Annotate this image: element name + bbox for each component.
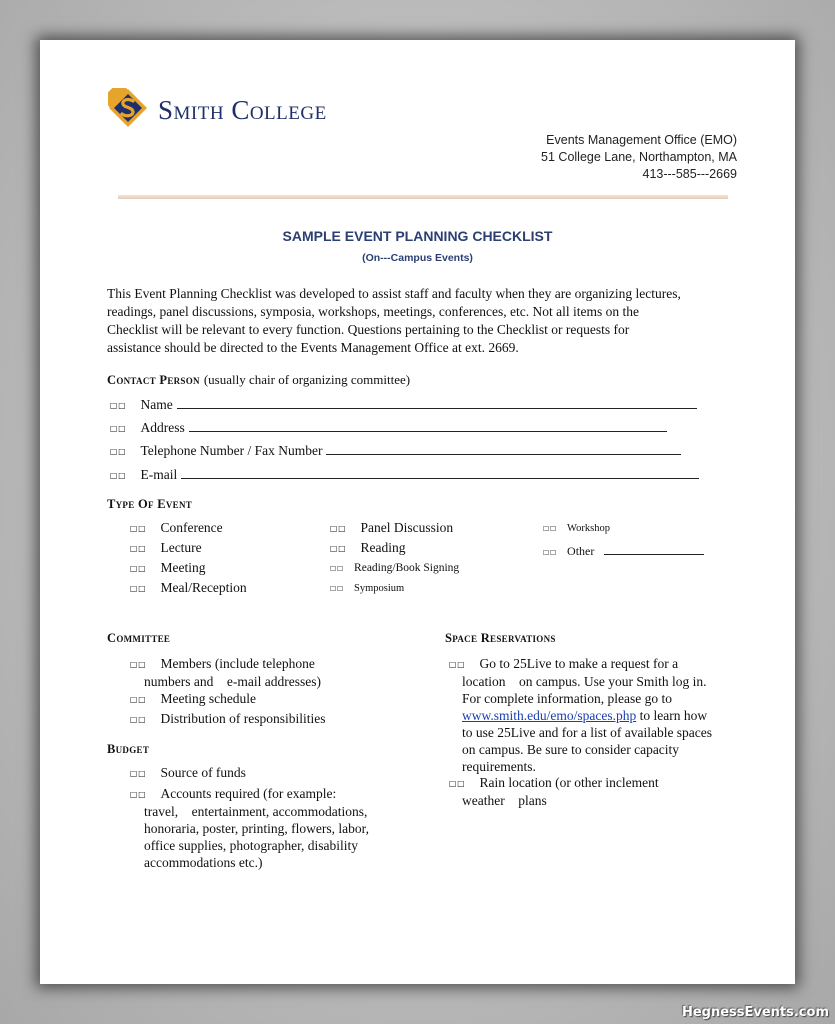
event-type-option[interactable]: [130, 540, 202, 556]
office-address: 51 College Lane, Northampton, MA: [541, 150, 737, 164]
event-type-heading: Type Of Event: [107, 497, 193, 511]
header-divider: [118, 195, 728, 199]
contact-person-section: [107, 371, 410, 389]
checkbox-icon[interactable]: ☐☐: [130, 712, 147, 726]
option-label: Other: [567, 544, 595, 558]
option-label: Lecture: [160, 540, 202, 555]
item-text: requirements.: [462, 759, 536, 774]
checkbox-icon[interactable]: ☐☐: [130, 692, 147, 706]
item-text: Accounts required (for example:: [160, 786, 337, 801]
contact-row-name[interactable]: [110, 396, 697, 413]
item-text: Source of funds: [160, 765, 246, 780]
item-text: accommodations etc.): [144, 855, 263, 870]
committee-item[interactable]: [130, 691, 256, 707]
event-type-option[interactable]: [130, 520, 223, 536]
event-type-option[interactable]: [330, 540, 405, 556]
contact-row-telephone[interactable]: [110, 442, 681, 459]
site-watermark: HegnessEvents.com: [681, 1005, 829, 1020]
committee-item[interactable]: [130, 711, 325, 727]
address-input-line[interactable]: [189, 419, 667, 432]
emo-spaces-link[interactable]: www.smith.edu/emo/spaces.php: [462, 708, 637, 723]
budget-accounts-item[interactable]: [130, 785, 369, 871]
item-text: to use 25Live and for a list of available spaces: [462, 725, 713, 740]
event-type-option[interactable]: [330, 520, 453, 536]
item-text: office supplies, photographer, disability: [144, 838, 359, 853]
space-item-25live[interactable]: [449, 655, 712, 775]
item-text: Rain location (or other inclement: [479, 775, 659, 790]
intro-line: Checklist will be relevant to every function. Questions pertaining to the Checklist or requests for: [107, 322, 630, 337]
budget-heading: Budget: [107, 742, 150, 756]
option-label: Panel Discussion: [360, 520, 454, 535]
intro-line: assistance should be directed to the Events Management Office at ext. 2669.: [107, 340, 519, 355]
item-text: to learn how: [636, 708, 708, 723]
contact-row-email[interactable]: [110, 466, 699, 483]
checkbox-icon[interactable]: ☐☐: [110, 421, 127, 435]
checkbox-icon[interactable]: ☐☐: [330, 563, 345, 574]
option-label: Reading: [360, 540, 406, 555]
college-name: Smith College: [158, 95, 327, 125]
event-type-option[interactable]: [130, 580, 247, 596]
item-text: weather plans: [462, 793, 547, 808]
office-contact-block: [541, 132, 737, 183]
item-text: location on campus. Use your Smith log in.: [462, 674, 707, 689]
event-type-option[interactable]: [543, 523, 610, 534]
committee-members-item[interactable]: [130, 655, 321, 690]
telephone-input-line[interactable]: [326, 442, 681, 455]
email-input-line[interactable]: [181, 466, 699, 479]
event-type-option[interactable]: [130, 560, 205, 576]
option-label: Workshop: [567, 523, 610, 534]
checkbox-icon[interactable]: ☐☐: [543, 523, 558, 534]
name-input-line[interactable]: [177, 396, 697, 409]
option-label: Meeting: [160, 560, 206, 575]
checkbox-icon[interactable]: ☐☐: [449, 657, 466, 671]
intro-line: This Event Planning Checklist was developed to assist staff and faculty when they are organizing lectures,: [107, 286, 681, 301]
field-label: Telephone Number / Fax Number: [140, 443, 323, 458]
field-label: Name: [140, 397, 173, 412]
option-label: Symposium: [354, 583, 405, 594]
committee-heading: Committee: [107, 631, 171, 645]
checkbox-icon[interactable]: ☐☐: [130, 766, 147, 780]
checkbox-icon[interactable]: ☐☐: [110, 468, 127, 482]
item-text: Meeting schedule: [160, 691, 257, 706]
contact-heading: Contact Person: [107, 373, 200, 387]
item-text: For complete information, please go to: [462, 691, 672, 706]
checkbox-icon[interactable]: ☐☐: [330, 541, 347, 555]
document-subtitle: (On---Campus Events): [362, 252, 473, 264]
item-text: Members (include telephone: [160, 656, 315, 671]
item-text: numbers and e-mail addresses): [144, 674, 321, 689]
checkbox-icon[interactable]: ☐☐: [449, 776, 466, 790]
space-item-rain-location[interactable]: [449, 774, 659, 809]
checkbox-icon[interactable]: ☐☐: [543, 547, 558, 558]
contact-row-address[interactable]: [110, 419, 667, 436]
checkbox-icon[interactable]: ☐☐: [130, 561, 147, 575]
checkbox-icon[interactable]: ☐☐: [130, 521, 147, 535]
event-type-option[interactable]: [543, 542, 704, 559]
item-text: Go to 25Live to make a request for a: [479, 656, 679, 671]
option-label: Conference: [160, 520, 223, 535]
checkbox-icon[interactable]: ☐☐: [330, 521, 347, 535]
other-input-line[interactable]: [604, 542, 704, 555]
event-type-option[interactable]: [330, 562, 459, 574]
smith-college-logo-icon: [108, 88, 148, 128]
document-page: [40, 40, 795, 984]
item-text: travel, entertainment, accommodations,: [144, 804, 368, 819]
item-text: on campus. Be sure to consider capacity: [462, 742, 680, 757]
document-title: SAMPLE EVENT PLANNING CHECKLIST: [282, 228, 553, 244]
intro-paragraph: [107, 285, 747, 357]
contact-note: (usually chair of organizing committee): [203, 372, 411, 387]
option-label: Reading/Book Signing: [354, 562, 460, 574]
option-label: Meal/Reception: [160, 580, 247, 595]
checkbox-icon[interactable]: ☐☐: [110, 444, 127, 458]
checkbox-icon[interactable]: ☐☐: [330, 583, 345, 594]
checkbox-icon[interactable]: ☐☐: [130, 541, 147, 555]
intro-line: readings, panel discussions, symposia, workshops, meetings, conferences, etc. Not all items on the: [107, 304, 640, 319]
checkbox-icon[interactable]: ☐☐: [130, 787, 147, 801]
field-label: E-mail: [140, 467, 178, 482]
space-reservations-heading: Space Reservations: [445, 631, 556, 645]
event-type-option[interactable]: [330, 583, 404, 594]
office-name: Events Management Office (EMO): [546, 133, 737, 147]
checkbox-icon[interactable]: ☐☐: [130, 581, 147, 595]
field-label: Address: [140, 420, 185, 435]
checkbox-icon[interactable]: ☐☐: [110, 398, 127, 412]
office-phone: 413---585---2669: [642, 167, 737, 181]
budget-item[interactable]: [130, 765, 246, 781]
item-text: honoraria, poster, printing, flowers, labor,: [144, 821, 369, 836]
checkbox-icon[interactable]: ☐☐: [130, 657, 147, 671]
item-text: Distribution of responsibilities: [160, 711, 326, 726]
